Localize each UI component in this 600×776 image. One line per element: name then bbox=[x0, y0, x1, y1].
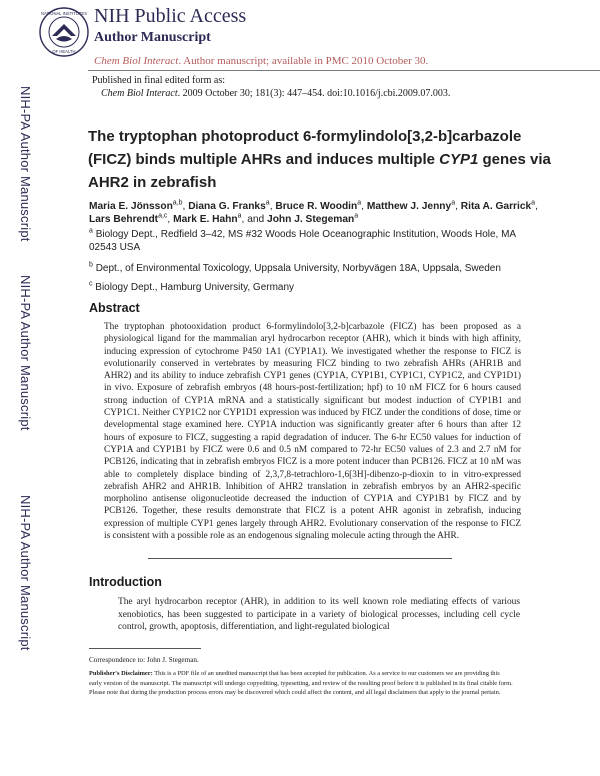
header-divider bbox=[88, 70, 600, 71]
affiliation-c bbox=[89, 281, 559, 294]
journal-name: Chem Biol Interact bbox=[94, 55, 179, 67]
abstract-body: The tryptophan photooxidation product 6-formylindolo[3,2-b]carbazole (FICZ) has been proposed as a physiological ligand for the mammalian aryl hydrocarbon receptor (AHR), which it binds with high affinity, inducing expression of cytochrome P450 1A1 (CYP1A1). We investigated whether the response to FICZ is evolutionarily conserved in vertebrates by measuring FICZ binding to two zebrafish AHRs (AHR1B and AHR2) and its ability to induce zebrafish CYP1 genes (CYP1A, CYP1B1, CYP1C1, CYP1C2, and CYP1D1) in vivo. Exposure of zebrafish embryos (48 hours-post-fertilization; hpf) to 10 nM FICZ for 6 hours caused strong induction of CYP1A mRNA and a statistically significant but modest induction of CYP1B1 and CYP1C1. Neither CYP1C2 nor CYP1D1 expression was induced by FICZ under the conditions of dose, time or developmental stage examined here. CYP1A induction was significantly greater after 6 hours than after 12 hours of exposure to FICZ, suggesting a rapid degradation of inducer. The 6-hr EC50 values for induction of CYP1A and CYP1B1 by FICZ were 0.6 and 0.5 nM compared to 72-hr EC50 values of 2.3 and 2.7 nM for PCB126, indicating that in zebrafish embryos FICZ is a more potent inducer than PCB126. FICZ at 10 nM was able to completely displace binding of 2,3,7,8-tetrachloro-1,6[3H]-dibenzo-p-dioxin to in vitro-expressed zebrafish AHR2 and AHR1B. Inhibition of AHR2 translation in zebrafish embryos by an AHR2-specific morpholino antisense oligonucleotide decreased the induction of CYP1A and CYP1B1 by FICZ and by PCB126. Together, these results demonstrate that FICZ is a potent AHR agonist in zebrafish, inducing expression of multiple CYP1 genes largely through AHR2. Evolutionary conservation of the response to FICZ is consistent with a possible role as an endogenous signaling molecule acting through the AHR. bbox=[104, 322, 521, 542]
author-name: Diana G. Franks bbox=[188, 201, 266, 212]
author-name: Maria E. Jönsson bbox=[89, 201, 173, 212]
abstract-heading: Abstract bbox=[89, 301, 140, 315]
publisher-disclaimer bbox=[89, 669, 513, 698]
author-affil-sup: a,b bbox=[172, 199, 183, 207]
author-list: Maria E. Jönsson$^{a,b}$, Diana G. Franks$^a$, Bruce R. Woodin$^a$, Matthew J. Jenny$^a$, Rita A. Garrick$^a$, Lars Behrendt$^{a,c}$, Mark E. Hahn$^a$, and John J. Stegeman$^a$ bbox=[89, 199, 538, 225]
affiliation-text: Biology Dept., Hamburg University, Germany bbox=[95, 282, 295, 293]
author-affil-sup: a bbox=[357, 199, 362, 207]
affiliation-text: Dept., of Environmental Toxicology, Uppsala University, Norbyvägen 18A, Uppsala, Sweden bbox=[95, 263, 501, 274]
svg-text:OF HEALTH: OF HEALTH bbox=[52, 49, 76, 54]
author-name: Rita A. Garrick bbox=[460, 201, 532, 212]
author-affil-sup: a bbox=[265, 199, 270, 207]
sidebar-watermark-top: NIH-PA Author Manuscript bbox=[18, 86, 33, 242]
footnote-divider bbox=[89, 648, 201, 649]
author-name: Lars Behrendt bbox=[89, 214, 159, 225]
disclaimer-label: Publisher's Disclaimer: bbox=[89, 670, 153, 677]
author-affil-sup: a,c bbox=[158, 212, 168, 220]
author-affil-sup: a bbox=[354, 212, 359, 220]
affiliation-b bbox=[89, 262, 559, 275]
author-name: John J. Stegeman bbox=[267, 214, 355, 225]
citation-details: . 2009 October 30; 181(3): 447–454. doi:10.1016/j.cbi.2009.07.003. bbox=[177, 88, 451, 99]
availability-line bbox=[94, 55, 428, 67]
introduction-body: The aryl hydrocarbon receptor (AHR), in addition to its well known role mediating effects of various xenobiotics, has been suggested to participate in a variety of biological processes, including cell cycle control, growth, apoptosis, differentiation, and light-regulated biological bbox=[118, 597, 520, 632]
affiliation-a bbox=[89, 228, 529, 254]
title-part-2: genes via AHR2 in zebrafish bbox=[88, 151, 551, 191]
affiliation-text: Biology Dept., Redfield 3–42, MS #32 Woods Hole Oceanographic Institution, Woods Hole, MA 02543 USA bbox=[89, 229, 516, 253]
title-part-1: The tryptophan photoproduct 6-formylindolo[3,2-b]carbazole (FICZ) binds multiple AHRs and induces multiple bbox=[88, 128, 522, 168]
abstract-divider bbox=[148, 558, 452, 559]
sidebar-watermark-middle: NIH-PA Author Manuscript bbox=[18, 275, 33, 431]
author-affil-sup: a bbox=[531, 199, 536, 207]
author-manuscript-label: Author Manuscript bbox=[94, 30, 211, 45]
citation bbox=[101, 88, 450, 99]
correspondence-note: Correspondence to: John J. Stegeman. bbox=[89, 656, 199, 664]
affiliation-marker: b bbox=[89, 261, 93, 269]
introduction-heading: Introduction bbox=[89, 575, 162, 589]
sidebar-watermark-bottom: NIH-PA Author Manuscript bbox=[18, 495, 33, 651]
author-name: Mark E. Hahn bbox=[173, 214, 238, 225]
published-as-label: Published in final edited form as: bbox=[92, 75, 226, 86]
nih-public-access-title: NIH Public Access bbox=[94, 5, 247, 27]
citation-journal: Chem Biol Interact bbox=[101, 88, 178, 99]
title-gene: CYP1 bbox=[439, 151, 479, 168]
affiliation-marker: c bbox=[89, 280, 93, 288]
availability-text: . Author manuscript; available in PMC 2010 October 30. bbox=[178, 55, 429, 67]
author-affil-sup: a bbox=[237, 212, 242, 220]
author-name: Bruce R. Woodin bbox=[275, 201, 358, 212]
svg-text:NATIONAL INSTITUTES: NATIONAL INSTITUTES bbox=[40, 11, 88, 16]
author-affil-sup: a bbox=[451, 199, 456, 207]
paper-title bbox=[88, 125, 558, 194]
nih-seal-logo bbox=[38, 6, 90, 58]
affiliation-marker: a bbox=[89, 227, 93, 235]
disclaimer-text: This is a PDF file of an unedited manuscript that has been accepted for publication. As a service to our customers we are providing this early version of the manuscript. The manuscript will undergo copyediting, typesetting, and review of the resulting proof before it is published in its final citable form. Please note that during the production process errors may be discovered which could affect the content, and all legal disclaimers that apply to the journal pertain. bbox=[89, 670, 513, 696]
author-name: Matthew J. Jenny bbox=[366, 201, 452, 212]
